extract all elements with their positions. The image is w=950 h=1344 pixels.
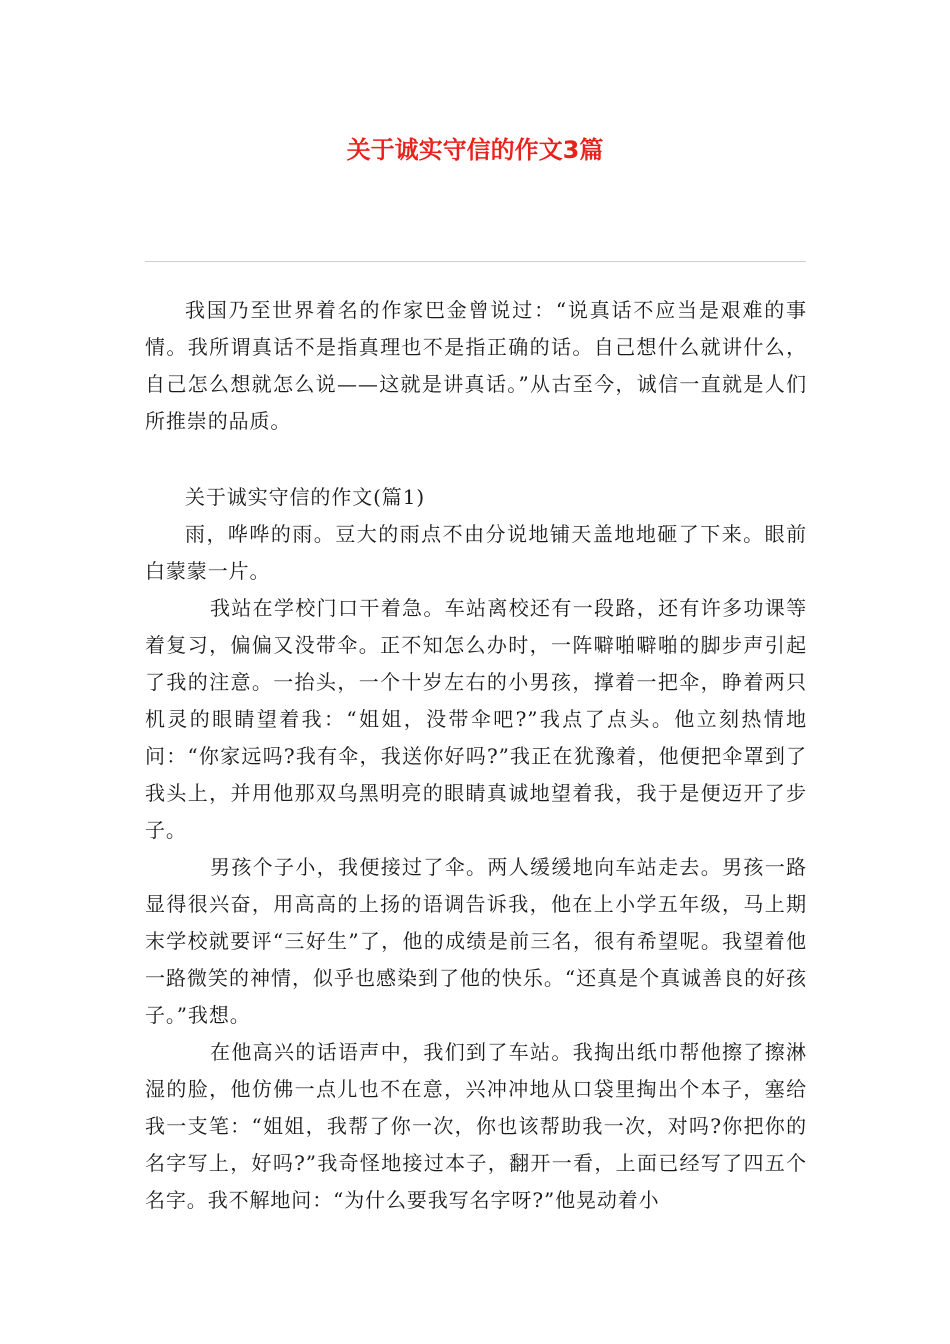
essay-section-1: [145, 479, 807, 1219]
body-paragraph-3: 男孩个子小，我便接过了伞。两人缓缓地向车站走去。男孩一路显得很兴奋，用高高的上扬的语调告诉我，他在上小学五年级，马上期末学校就要评“三好生”了，他的成绩是前三名，很有希望呢。我望着他一路微笑的神情，似乎也感染到了他的快乐。“还真是个真诚善良的好孩子。”我想。: [145, 855, 807, 1027]
document-title: 关于诚实守信的作文3篇: [346, 136, 604, 164]
intro-block: [145, 292, 807, 440]
section-heading: 关于诚实守信的作文(篇1): [185, 485, 426, 509]
body-paragraph-4: 在他高兴的话语声中，我们到了车站。我掏出纸巾帮他擦了擦淋湿的脸，他仿佛一点儿也不在意，兴冲冲地从口袋里掏出个本子，塞给我一支笔：“姐姐，我帮了你一次，你也该帮助我一次，对吗?你把你的名字写上，好吗?”我奇怪地接过本子，翻开一看，上面已经写了四五个名字。我不解地问：“为什么要我写名字呀?”他晃动着小: [145, 1040, 807, 1212]
body-paragraph-2: 我站在学校门口干着急。车站离校还有一段路，还有许多功课等着复习，偏偏又没带伞。正不知怎么办时，一阵噼啪噼啪的脚步声引起了我的注意。一抬头，一个十岁左右的小男孩，撑着一把伞，睁着两只机灵的眼睛望着我：“姐姐，没带伞吧?”我点了点头。他立刻热情地问：“你家远吗?我有伞，我送你好吗?”我正在犹豫着，他便把伞罩到了我头上，并用他那双乌黑明亮的眼睛真诚地望着我，我于是便迈开了步子。: [145, 596, 807, 842]
title-divider: [145, 261, 806, 262]
body-paragraph-1: 雨，哗哗的雨。豆大的雨点不由分说地铺天盖地地砸了下来。眼前白蒙蒙一片。: [145, 522, 807, 583]
intro-paragraph: 我国乃至世界着名的作家巴金曾说过：“说真话不应当是艰难的事情。我所谓真话不是指真理也不是指正确的话。自己想什么就讲什么，自己怎么想就怎么说——这就是讲真话。”从古至今，诚信一直就是人们所推崇的品质。: [145, 298, 807, 433]
